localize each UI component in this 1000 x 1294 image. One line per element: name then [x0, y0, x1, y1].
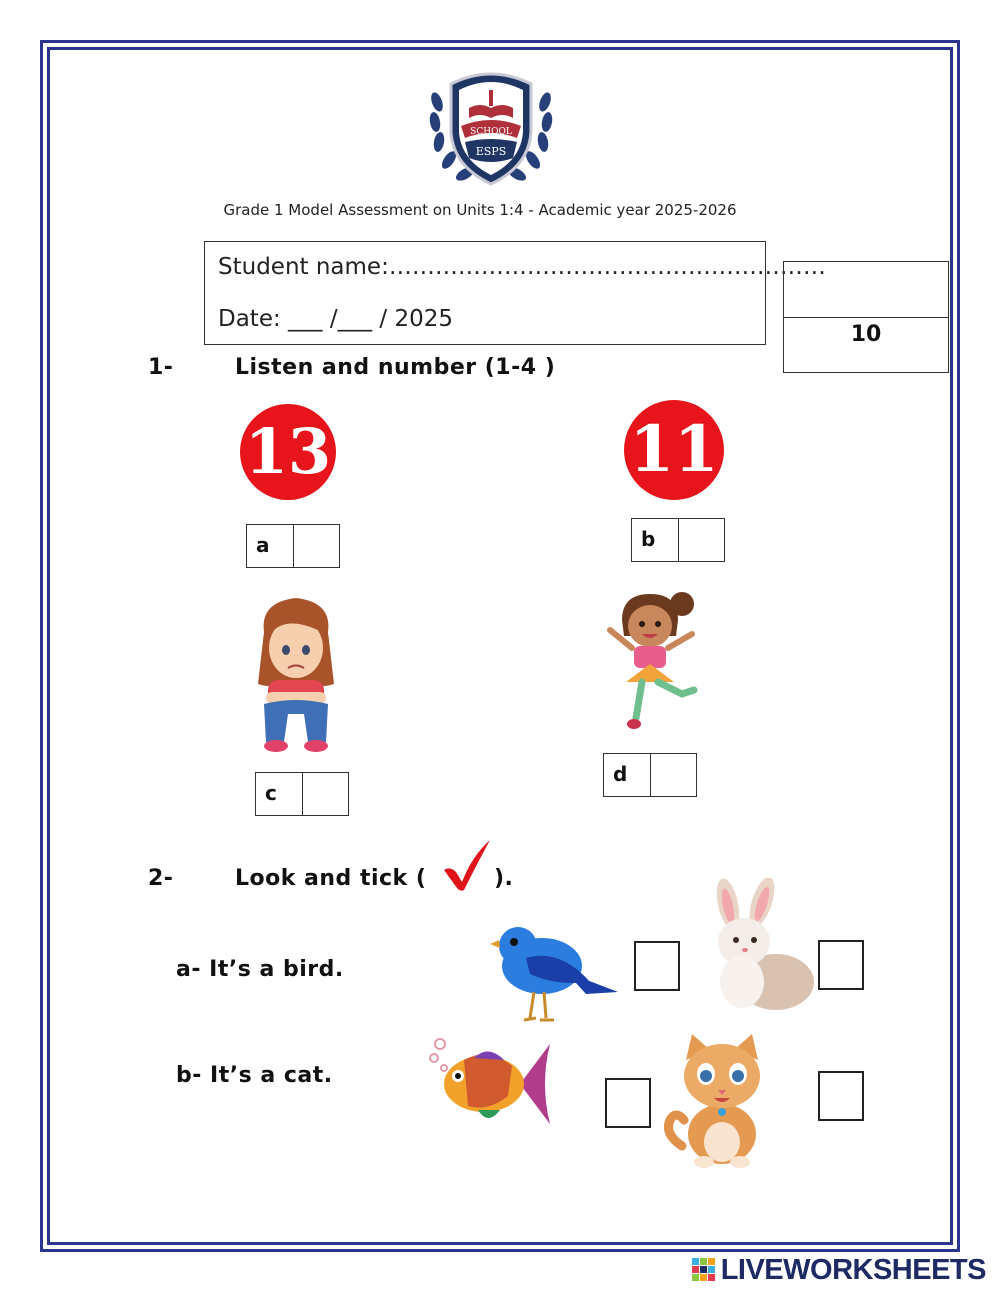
sad-girl-image [246, 592, 346, 756]
tick-box-cat[interactable] [818, 1071, 864, 1121]
answer-box-c [255, 772, 349, 816]
question-1-number: 1- [148, 355, 174, 380]
answer-box-label: d [613, 762, 628, 786]
student-name-field[interactable]: Student name:………………………………………………… [218, 254, 826, 280]
rabbit-image [706, 878, 816, 1014]
assessment-subtitle: Grade 1 Model Assessment on Units 1:4 - Academic year 2025-2026 [223, 201, 737, 219]
school-logo [425, 62, 557, 190]
number-13-badge: 13 [240, 404, 336, 500]
answer-slot-d[interactable] [651, 754, 696, 796]
happy-girl-image [598, 586, 702, 736]
answer-box-d [603, 753, 697, 797]
question-2-instruction-start: Look and tick ( [235, 866, 427, 891]
tick-box-bird[interactable] [634, 941, 680, 991]
number-11-badge: 11 [624, 400, 724, 500]
answer-box-label: b [641, 527, 656, 551]
tick-box-fish[interactable] [605, 1078, 651, 1128]
liveworksheets-logo-icon [692, 1258, 716, 1282]
answer-slot-a[interactable] [294, 525, 339, 567]
question-2-instruction-end: ). [494, 866, 514, 891]
item-b-text: b- It’s a cat. [176, 1063, 333, 1088]
question-1-instruction: Listen and number (1-4 ) [235, 355, 556, 380]
svg-text:ESPS: ESPS [475, 145, 507, 158]
date-field[interactable]: Date: ___ /___ / 2025 [218, 306, 453, 332]
svg-text:SCHOOL: SCHOOL [470, 127, 512, 137]
question-2-number: 2- [148, 866, 174, 891]
answer-box-label: a [256, 533, 270, 557]
fish-image [428, 1036, 552, 1132]
student-info-box [204, 241, 826, 345]
score-total: 10 [850, 322, 882, 347]
tick-box-rabbit[interactable] [818, 940, 864, 990]
cat-image [662, 1030, 782, 1168]
score-box [783, 261, 949, 373]
answer-box-b [631, 518, 725, 562]
answer-slot-c[interactable] [303, 773, 348, 815]
bird-image [490, 922, 622, 1030]
red-check-icon [440, 838, 494, 894]
answer-slot-b[interactable] [679, 519, 724, 561]
answer-box-a [246, 524, 340, 568]
answer-box-label: c [265, 781, 277, 805]
liveworksheets-watermark: LIVEWORKSHEETS [720, 1254, 986, 1286]
item-a-text: a- It’s a bird. [176, 957, 344, 982]
score-divider [784, 317, 948, 318]
